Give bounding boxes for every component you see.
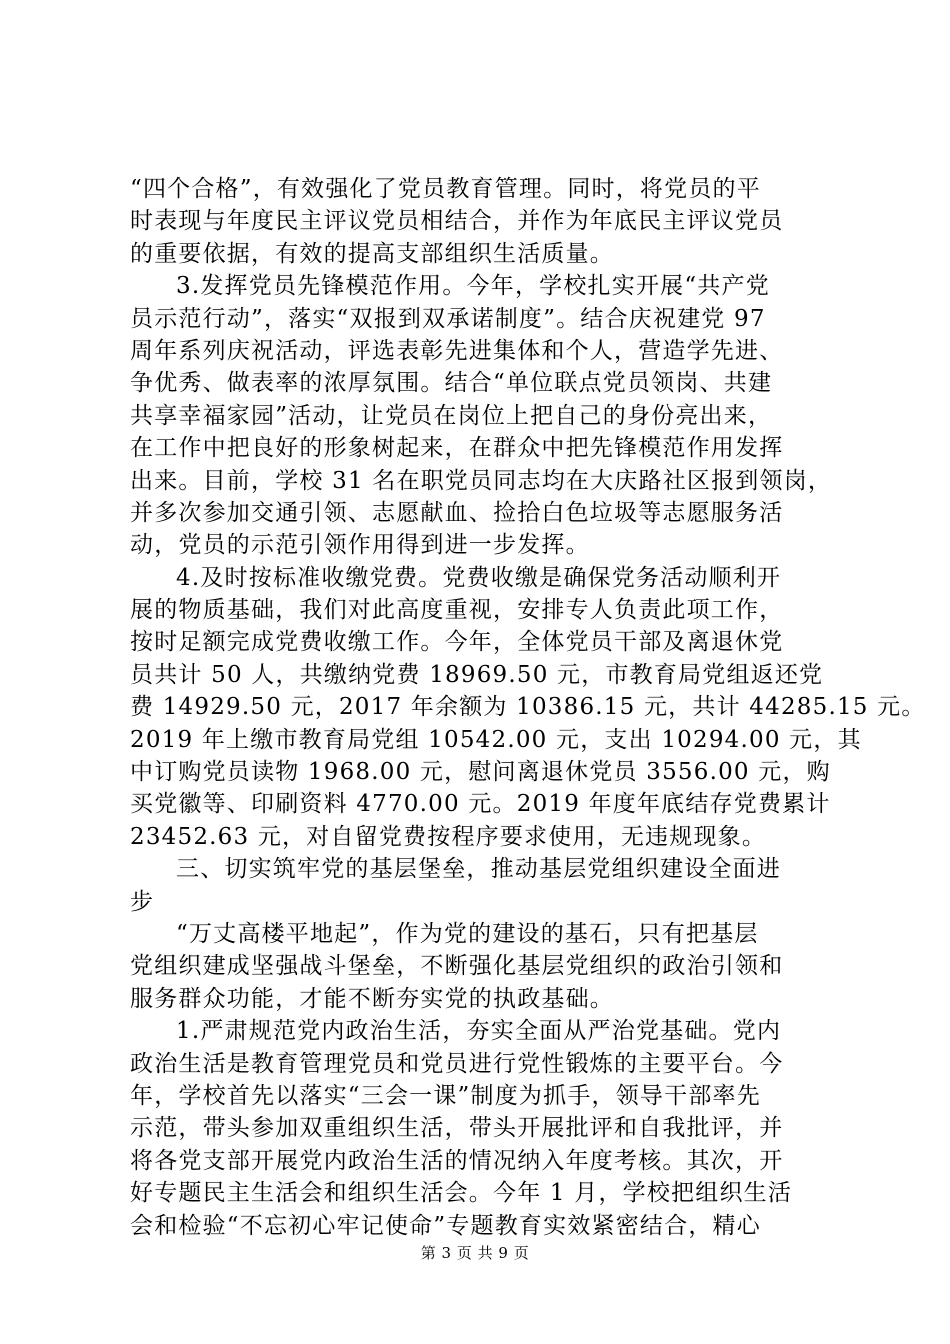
document-body [130, 173, 926, 1242]
text-line: 步 [130, 888, 155, 915]
text-line: 示范，带头参加双重组织生活，带头开展批评和自我批评，并 [130, 1115, 784, 1142]
text-line: 费 14929.50 元，2017 年余额为 10386.15 元，共计 44285.15 元。 [130, 694, 926, 721]
text-line: 中订购党员读物 1968.00 元，慰问离退休党员 3556.00 元，购 [130, 759, 831, 786]
text-line: 1.严肃规范党内政治生活，夯实全面从严治党基础。党内 [176, 1018, 782, 1045]
text-line: 争优秀、做表率的浓厚氛围。结合“单位联点党员领岗、共建 [130, 370, 773, 397]
text-line: 展的物质基础，我们对此高度重视，安排专人负责此项工作， [130, 597, 784, 624]
text-line: 三、切实筑牢党的基层堡垒，推动基层党组织建设全面进 [176, 856, 781, 883]
text-line: 23452.63 元，对自留党费按程序要求使用，无违规现象。 [130, 823, 767, 850]
text-line: 的重要依据，有效的提高支部组织生活质量。 [130, 240, 614, 267]
text-line: 时表现与年度民主评议党员相结合，并作为年底民主评议党员 [130, 208, 784, 235]
text-line: 会和检验“不忘初心牢记使命”专题教育实效紧密结合，精心 [130, 1212, 761, 1239]
text-line: 员示范行动”，落实“双报到双承诺制度”。结合庆祝建党 97 [130, 305, 766, 332]
text-line: 在工作中把良好的形象树起来，在群众中把先锋模范作用发挥 [130, 435, 784, 462]
text-line: 党组织建成坚强战斗堡垒，不断强化基层党组织的政治引领和 [130, 953, 784, 980]
text-line: 共享幸福家园”活动，让党员在岗位上把自己的身份亮出来， [130, 402, 773, 429]
text-line: 2019 年上缴市教育局党组 10542.00 元，支出 10294.00 元，其 [130, 726, 862, 753]
text-line: 年，学校首先以落实“三会一课”制度为抓手，领导干部率先 [130, 1082, 761, 1109]
text-line: 并多次参加交通引领、志愿献血、捡拾白色垃圾等志愿服务活 [130, 499, 784, 526]
text-line: 政治生活是教育管理党员和党员进行党性锻炼的主要平台。今 [130, 1050, 784, 1077]
text-line: “万丈高楼平地起”，作为党的建设的基石，只有把基层 [176, 920, 759, 947]
text-line: 员共计 50 人，共缴纳党费 18969.50 元，市教育局党组返还党 [130, 661, 824, 688]
page-footer: 第 3 页 共 9 页 [420, 1244, 530, 1262]
text-line: 买党徽等、印刷资料 4770.00 元。2019 年度年底结存党费累计 [130, 791, 831, 818]
text-line: 服务群众功能，才能不断夯实党的执政基础。 [130, 985, 614, 1012]
text-line: 出来。目前，学校 31 名在职党员同志均在大庆路社区报到领岗， [130, 467, 833, 494]
text-line: 按时足额完成党费收缴工作。今年，全体党员干部及离退休党 [130, 629, 784, 656]
text-line: 4.及时按标准收缴党费。党费收缴是确保党务活动顺利开 [176, 564, 782, 591]
text-line: 3.发挥党员先锋模范作用。今年，学校扎实开展“共产党 [176, 273, 770, 300]
text-line: 好专题民主生活会和组织生活会。今年 1 月，学校把组织生活 [130, 1180, 793, 1207]
text-line: “四个合格”，有效强化了党员教育管理。同时，将党员的平 [130, 176, 761, 202]
text-line: 将各党支部开展党内政治生活的情况纳入年度考核。其次，开 [130, 1147, 784, 1174]
text-line: 动，党员的示范引领作用得到进一步发挥。 [130, 532, 590, 559]
text-line: 周年系列庆祝活动，评选表彰先进集体和个人，营造学先进、 [130, 337, 784, 364]
